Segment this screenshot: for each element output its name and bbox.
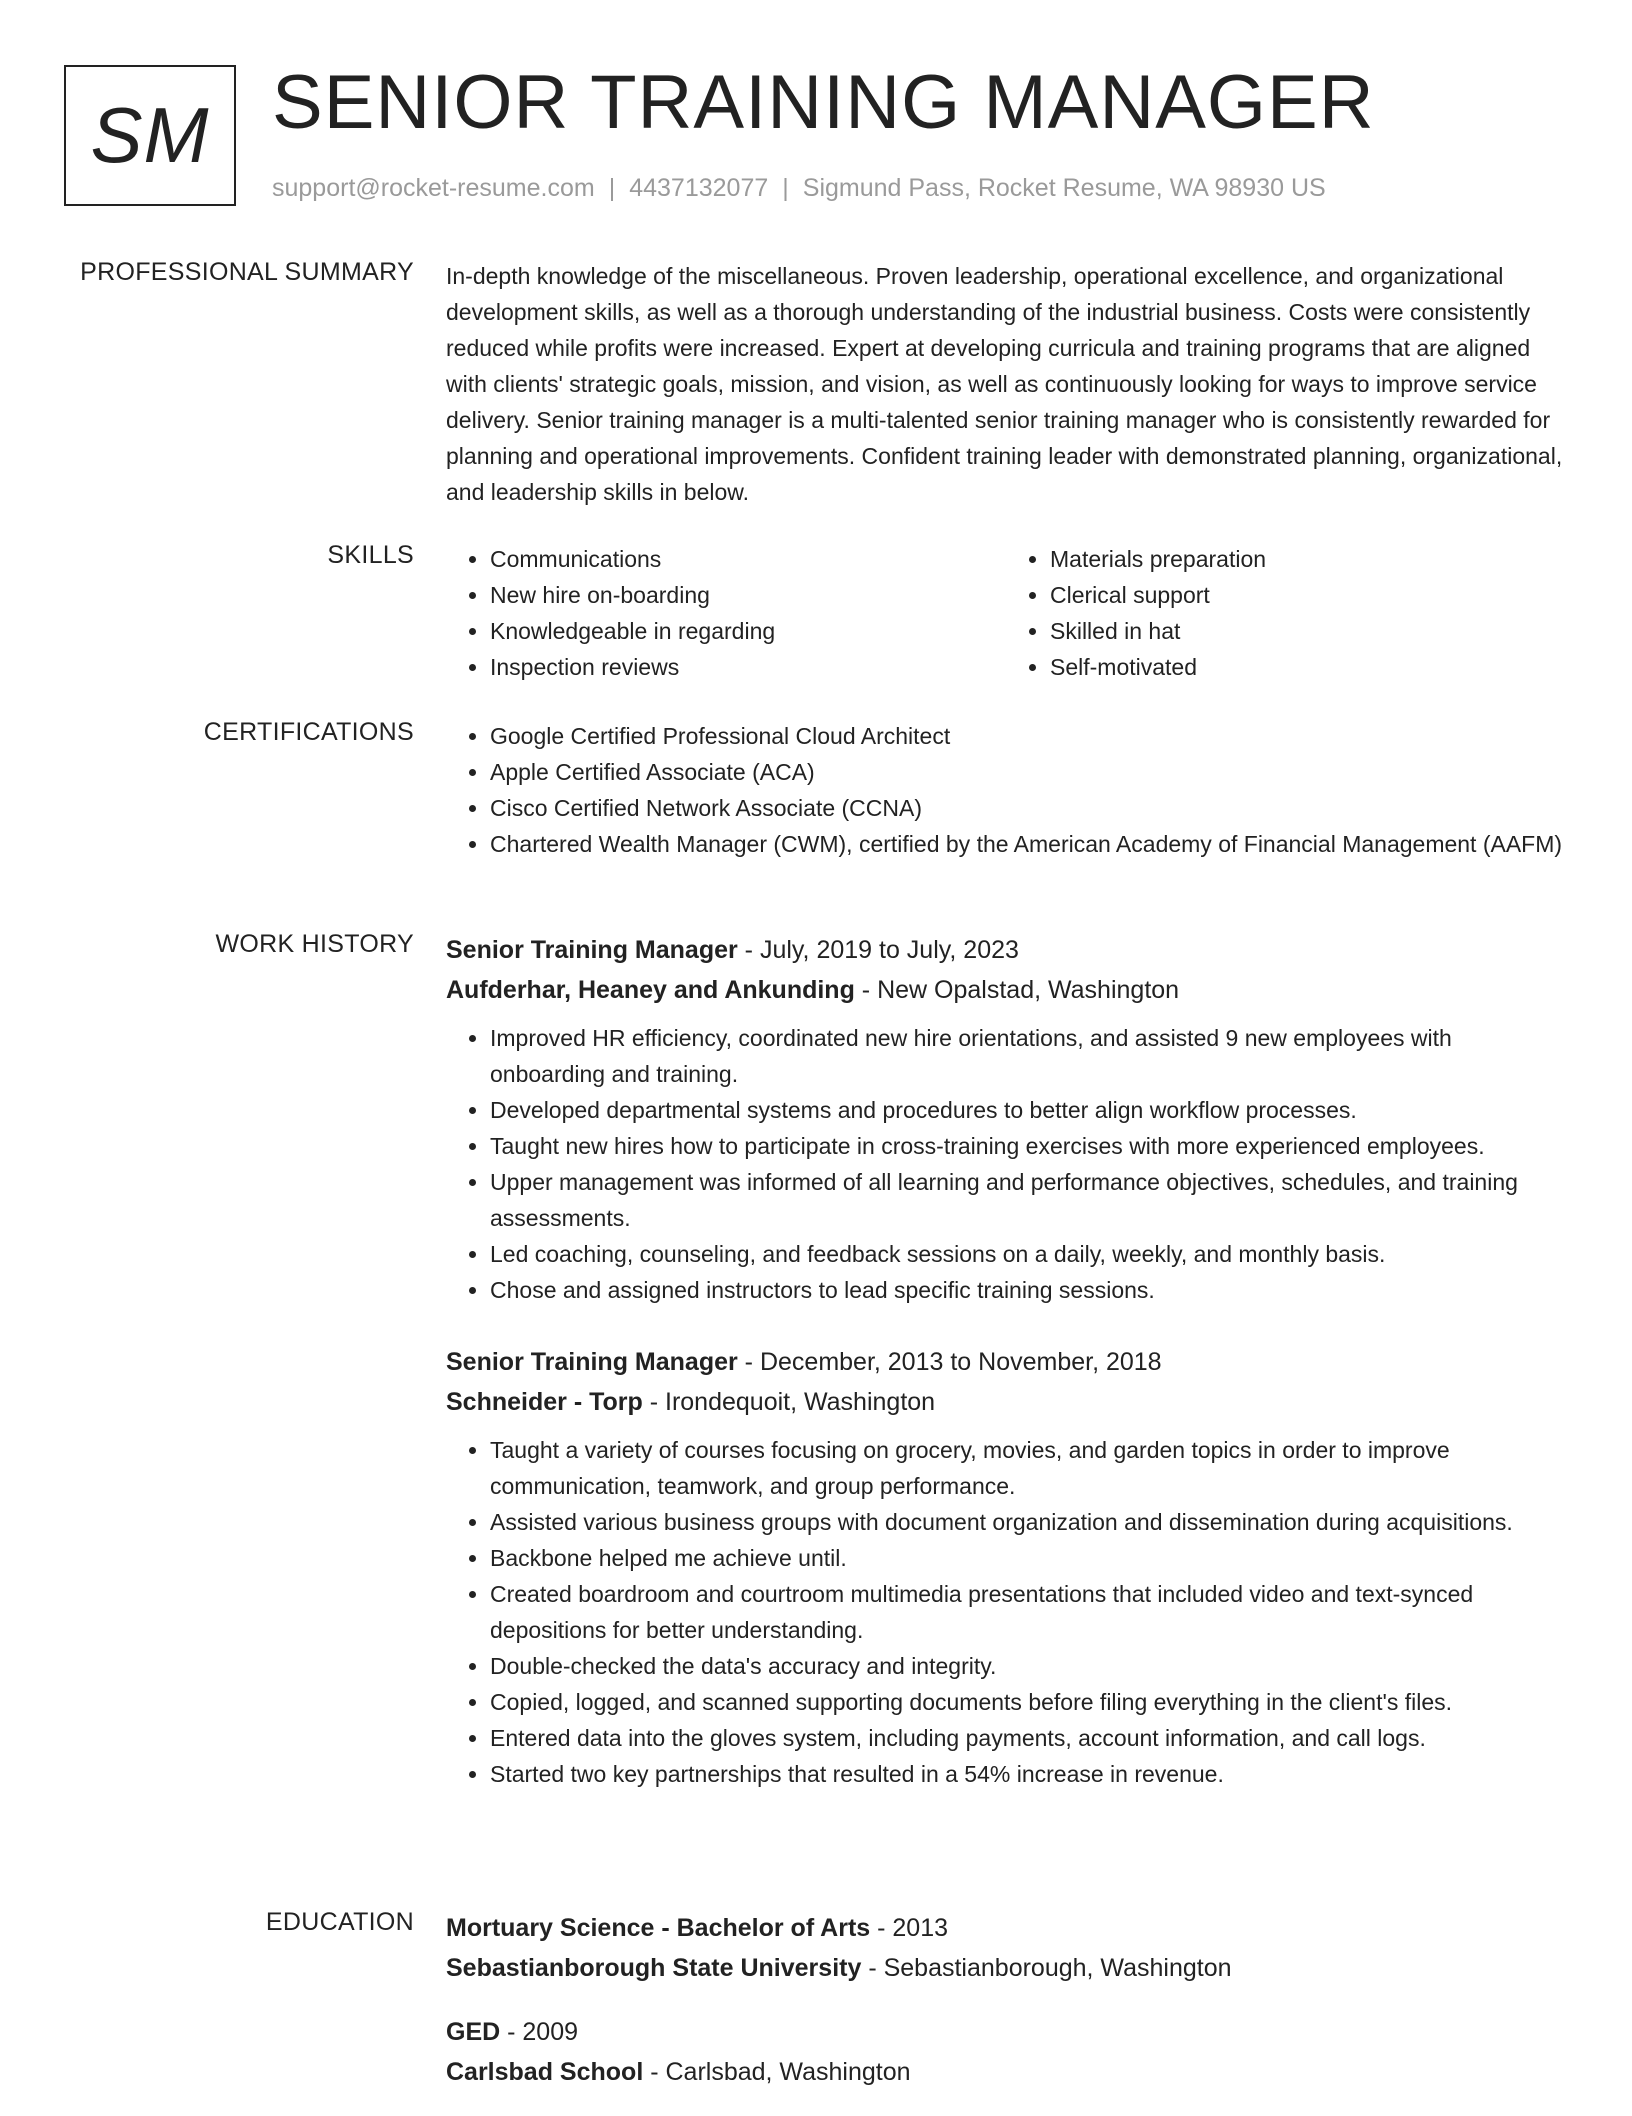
job-bullet: • Entered data into the gloves system, including payments, account information, and call logs.	[490, 1720, 1566, 1756]
contact-phone[interactable]: 4437132077	[629, 174, 769, 202]
skills-list-right	[1006, 541, 1566, 685]
job-bullet: • Started two key partnerships that resulted in a 54% increase in revenue.	[490, 1756, 1566, 1792]
section-heading: CERTIFICATIONS	[203, 718, 414, 746]
skills-grid	[446, 541, 1566, 685]
job-bullet: • Copied, logged, and scanned supporting documents before filing everything in the client's files.	[490, 1684, 1566, 1720]
skill-item: • Skilled in hat	[1050, 613, 1566, 649]
education-degree: Mortuary Science - Bachelor of Arts	[446, 1914, 871, 1942]
job-company-line	[446, 1382, 1566, 1422]
section-heading: EDUCATION	[265, 1908, 414, 1936]
job-bullet: • Developed departmental systems and procedures to better align workflow processes.	[490, 1092, 1566, 1128]
job-title: Senior Training Manager	[446, 1348, 738, 1376]
job-bullet: • Taught new hires how to participate in cross-training exercises with more experienced employees.	[490, 1128, 1566, 1164]
page-title: SENIOR TRAINING MANAGER	[272, 60, 1375, 145]
education-location: - Sebastianborough, Washington	[861, 1954, 1232, 1982]
education-year: - 2013	[870, 1914, 949, 1942]
job-dates: - December, 2013 to November, 2018	[737, 1348, 1162, 1376]
skill-item: • Communications	[490, 541, 1006, 577]
job-company-line	[446, 970, 1566, 1010]
skill-item: • Knowledgeable in regarding	[490, 613, 1006, 649]
job-location: - New Opalstad, Washington	[854, 976, 1180, 1004]
education-location: - Carlsbad, Washington	[643, 2058, 911, 2086]
job-bullet: • Backbone helped me achieve until.	[490, 1540, 1566, 1576]
contact-email[interactable]: support@rocket-resume.com	[272, 174, 595, 202]
job-bullet: • Taught a variety of courses focusing on grocery, movies, and garden topics in order to improve communication, teamwork, and group performance.	[490, 1432, 1566, 1504]
education-school-line	[446, 2052, 1566, 2092]
skill-item: • Clerical support	[1050, 577, 1566, 613]
job-bullet: • Double-checked the data's accuracy and integrity.	[490, 1648, 1566, 1684]
education-school: Sebastianborough State University	[446, 1954, 862, 1982]
certifications-list	[446, 718, 1566, 862]
certification-item: • Chartered Wealth Manager (CWM), certified by the American Academy of Financial Management (AAFM)	[490, 826, 1566, 862]
skill-item: • Inspection reviews	[490, 649, 1006, 685]
summary-text: In-depth knowledge of the miscellaneous. Proven leadership, operational excellence, and organizational development skills, as well as a thorough understanding of the industrial business. Costs were consistently reduced while profits were increased. Expert at developing curricula and training programs that are aligned with clients' strategic goals, mission, and vision, as well as continuously looking for ways to improve service delivery. Senior training manager is a multi-talented senior training manager who is consistently rewarded for planning and operational improvements. Confident training leader with demonstrated planning, organizational, and leadership skills in below.	[446, 263, 1563, 505]
job-bullets	[446, 1432, 1566, 1792]
job-bullets	[446, 1020, 1566, 1308]
job-entry	[446, 1342, 1566, 1792]
job-company: Aufderhar, Heaney and Ankunding	[446, 976, 855, 1004]
job-bullet: • Improved HR efficiency, coordinated new hire orientations, and assisted 9 new employees with onboarding and training.	[490, 1020, 1566, 1092]
job-title-line	[446, 930, 1566, 970]
job-dates: - July, 2019 to July, 2023	[737, 936, 1019, 964]
education-year: - 2009	[500, 2018, 579, 2046]
certifications-body	[446, 718, 1566, 862]
education-degree: GED	[446, 2018, 501, 2046]
job-bullet: • Created boardroom and courtroom multimedia presentations that included video and text-synced depositions for better understanding.	[490, 1576, 1566, 1648]
job-entry	[446, 930, 1566, 1308]
summary-body	[446, 258, 1566, 510]
skill-item: • Materials preparation	[1050, 541, 1566, 577]
job-title: Senior Training Manager	[446, 936, 738, 964]
monogram-logo: SM	[64, 65, 236, 206]
certification-item: • Cisco Certified Network Associate (CCNA)	[490, 790, 1566, 826]
contact-separator: |	[608, 174, 616, 202]
certification-item: • Apple Certified Associate (ACA)	[490, 754, 1566, 790]
job-location: - Irondequoit, Washington	[642, 1388, 936, 1416]
contact-line	[272, 174, 1326, 203]
education-entry	[446, 2012, 1566, 2092]
education-degree-line	[446, 1908, 1566, 1948]
job-title-line	[446, 1342, 1566, 1382]
education-degree-line	[446, 2012, 1566, 2052]
section-heading: PROFESSIONAL SUMMARY	[80, 258, 414, 286]
job-bullet: • Upper management was informed of all learning and performance objectives, schedules, and training assessments.	[490, 1164, 1566, 1236]
section-heading: SKILLS	[327, 541, 414, 569]
section-heading: WORK HISTORY	[215, 930, 414, 958]
job-bullet: • Assisted various business groups with document organization and dissemination during acquisitions.	[490, 1504, 1566, 1540]
skill-item: • New hire on-boarding	[490, 577, 1006, 613]
contact-address: Sigmund Pass, Rocket Resume, WA 98930 US	[802, 174, 1326, 202]
skills-list-left	[446, 541, 1006, 685]
work-history-body	[446, 930, 1566, 1826]
job-bullet: • Led coaching, counseling, and feedback sessions on a daily, weekly, and monthly basis.	[490, 1236, 1566, 1272]
contact-separator: |	[782, 174, 789, 202]
education-school: Carlsbad School	[446, 2058, 644, 2086]
skills-body	[446, 541, 1566, 685]
education-entry	[446, 1908, 1566, 1988]
skill-item: • Self-motivated	[1050, 649, 1566, 685]
education-body	[446, 1908, 1566, 2116]
job-company: Schneider - Torp	[446, 1388, 643, 1416]
job-bullet: • Chose and assigned instructors to lead specific training sessions.	[490, 1272, 1566, 1308]
education-school-line	[446, 1948, 1566, 1988]
certification-item: • Google Certified Professional Cloud Architect	[490, 718, 1566, 754]
